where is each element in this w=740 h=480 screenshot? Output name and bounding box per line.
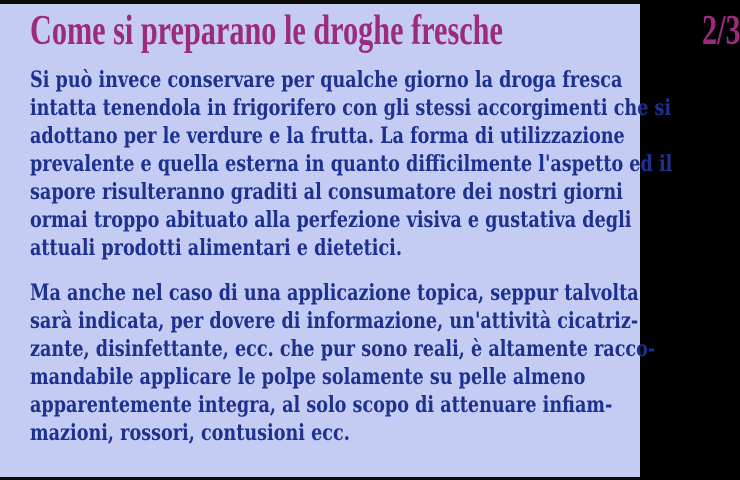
body-line: ormai troppo abituato alla perfezione visiva e gustativa degli — [30, 207, 632, 233]
body-line: apparentemente integra, al solo scopo di attenuare infiam- — [30, 392, 613, 418]
slide-title: Come si preparano le droghe fresche — [30, 8, 503, 54]
body-line: sapore risulteranno graditi al consumatore dei nostri giorni — [30, 179, 623, 205]
body-line: adottano per le verdure e la frutta. La forma di utilizzazione — [30, 123, 625, 149]
body-line: mandabile applicare le polpe solamente su pelle almeno — [30, 364, 586, 390]
page-indicator: 2/3 — [701, 8, 740, 54]
body-line: sarà indicata, per dovere di informazione, un'attività cicatriz- — [30, 308, 639, 334]
body-line: attuali prodotti alimentari e dietetici. — [30, 235, 402, 261]
slide-body — [30, 66, 673, 447]
body-line: Si può invece conservare per qualche giorno la droga fresca — [30, 67, 623, 93]
body-line: intatta tenendola in frigorifero con gli stessi accorgimenti che si — [30, 95, 672, 121]
body-line: mazioni, rossori, contusioni ecc. — [30, 420, 350, 446]
body-line: prevalente e quella esterna in quanto difficilmente l'aspetto ed il — [30, 151, 673, 177]
body-line: Ma anche nel caso di una applicazione topica, seppur talvolta — [30, 280, 639, 306]
letterbox-top-bar — [0, 0, 640, 4]
paragraph — [30, 66, 673, 262]
slide-header — [30, 4, 740, 58]
body-line: zante, disinfettante, ecc. che pur sono reali, è altamente racco- — [30, 336, 656, 362]
paragraph — [30, 279, 656, 447]
